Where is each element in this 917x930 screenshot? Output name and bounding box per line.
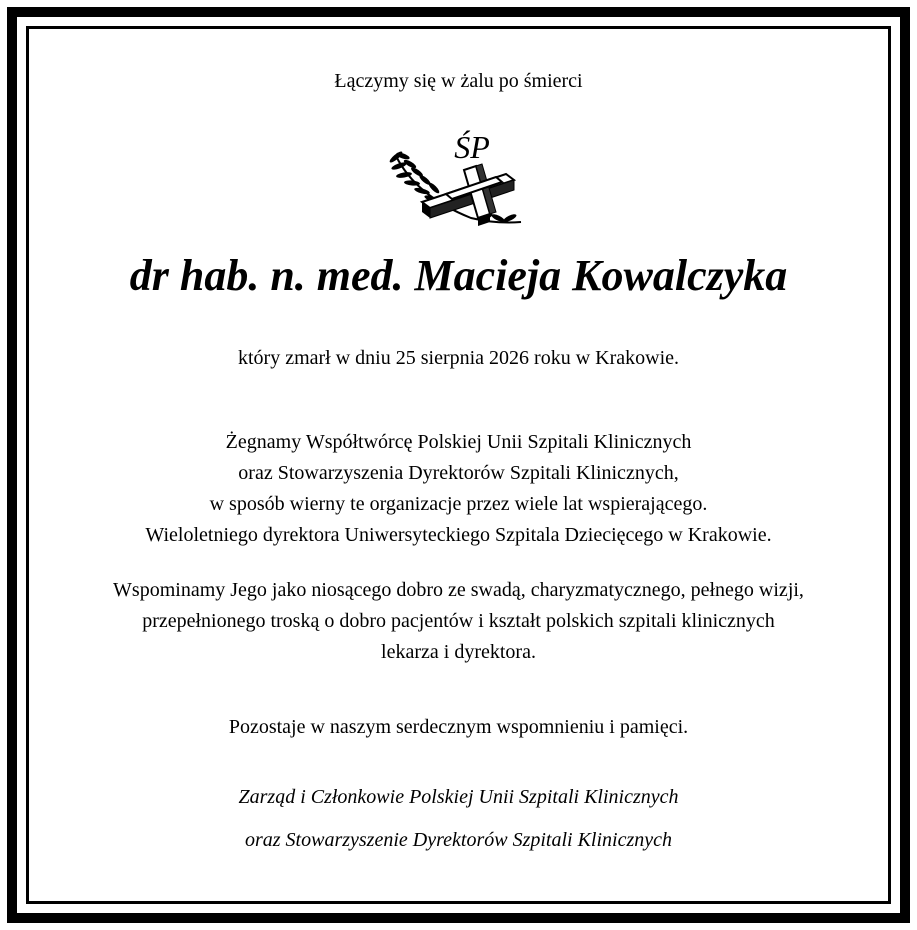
paragraph-line: Wspominamy Jego jako niosącego dobro ze swadą, charyzmatycznego, pełnego wizji,	[113, 579, 804, 601]
signature-line: oraz Stowarzyszenie Dyrektorów Szpitali Klinicznych	[244, 829, 672, 851]
deceased-name: dr hab. n. med. Macieja Kowalczyka	[129, 251, 788, 300]
sp-monogram: ŚP	[454, 129, 490, 165]
paragraph-line: oraz Stowarzyszenia Dyrektorów Szpitali Klinicznych,	[238, 462, 679, 484]
death-info: który zmarł w dniu 25 sierpnia 2026 roku w Krakowie.	[237, 347, 679, 369]
closing-text: Pozostaje w naszym serdecznym wspomnieniu i pamięci.	[228, 716, 689, 738]
paragraph-line: Żegnamy Współtwórcę Polskiej Unii Szpitali Klinicznych	[225, 431, 692, 453]
paragraph-line: przepełnionego troską o dobro pacjentów i kształt polskich szpitali klinicznych	[142, 610, 775, 632]
tribute-paragraph-1	[0, 427, 917, 551]
intro-text: Łączymy się w żalu po śmierci	[334, 70, 583, 92]
signature-line: Zarząd i Członkowie Polskiej Unii Szpitali Klinicznych	[238, 786, 679, 808]
cross-with-laurel-icon	[386, 126, 534, 226]
paragraph-line: lekarza i dyrektora.	[381, 641, 536, 663]
tribute-paragraph-2	[0, 575, 917, 668]
paragraph-line: Wieloletniego dyrektora Uniwersyteckiego Szpitala Dziecięcego w Krakowie.	[145, 524, 772, 546]
paragraph-line: w sposób wierny te organizacje przez wiele lat wspierającego.	[209, 493, 708, 515]
